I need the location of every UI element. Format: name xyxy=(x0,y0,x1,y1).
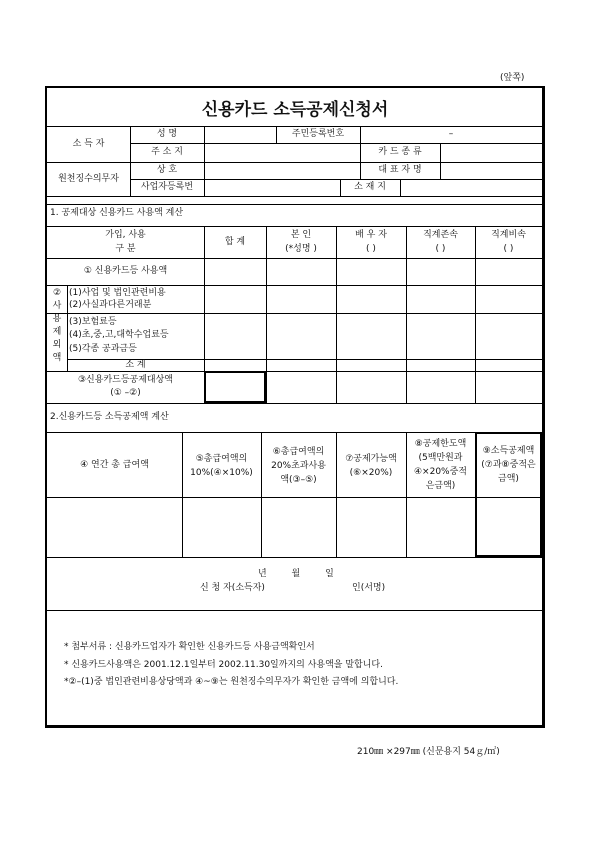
applicant-label: 신 청 자(소득자) xyxy=(200,583,265,593)
rrn-dash: – xyxy=(448,129,454,139)
bizno-label: 사업자등록번 xyxy=(140,182,194,192)
rule xyxy=(47,196,542,197)
rule xyxy=(440,143,441,162)
rule xyxy=(47,162,542,163)
rule xyxy=(130,143,542,144)
location-label: 소 재 지 xyxy=(354,182,386,192)
row-card-usage: ① 신용카드등 사용액 xyxy=(83,266,168,276)
excluded-side-1: ② xyxy=(52,288,62,298)
c7-line1: ⑦공제가능액 xyxy=(345,454,397,464)
withholder-label: 원천징수의무자 xyxy=(58,174,119,184)
page-side-label: (앞쪽) xyxy=(500,73,525,83)
col-ascendant-line1: 직계존속 xyxy=(423,230,458,240)
col-total: 합 계 xyxy=(224,237,246,247)
col-self-line1: 본 인 xyxy=(290,230,312,240)
c5-line2: 10%(④×10%) xyxy=(190,468,253,478)
rule xyxy=(440,162,441,179)
rule xyxy=(47,313,542,314)
earner-label: 소 득 자 xyxy=(72,139,105,149)
deduction-target-line2: (① –②) xyxy=(110,388,141,398)
rule xyxy=(47,432,542,433)
name-label: 성 명 xyxy=(156,129,178,139)
rule xyxy=(182,432,183,557)
rule xyxy=(47,371,542,372)
c8-line4: 은금액) xyxy=(425,481,456,491)
c6-line2: 20%초과사용 xyxy=(271,461,326,471)
excluded-side-3: 용 xyxy=(52,314,62,324)
rule xyxy=(204,126,205,196)
c8-line2: (5백만원과 xyxy=(418,453,463,463)
section1-title: 1. 공제대상 신용카드 사용액 계산 xyxy=(50,208,184,218)
col-type-line2: 구 분 xyxy=(115,244,136,254)
c9-line3: 금액) xyxy=(498,474,519,484)
rule xyxy=(67,285,68,371)
c8-line1: ⑧공제한도액 xyxy=(414,439,467,449)
excluded-side-4: 제 xyxy=(52,327,62,337)
rule xyxy=(47,285,542,286)
rule xyxy=(47,258,542,259)
c5-line1: ⑤총급여액의 xyxy=(195,454,248,464)
col-self-line2: (*성명 ) xyxy=(285,244,317,254)
c6-line1: ⑥총급여액의 xyxy=(272,447,325,457)
rule xyxy=(130,179,542,180)
paper-size-footer: 210㎜ ×297㎜ (신문용지 54ｇ/㎡) xyxy=(357,747,500,757)
c6-line3: 액(③–⑤) xyxy=(280,475,317,485)
c8-line3: ④×20%중적 xyxy=(413,467,467,477)
rule xyxy=(47,557,542,558)
c9-line1: ⑨소득공제액 xyxy=(482,446,535,456)
excluded-subtotal: 소 계 xyxy=(125,360,146,370)
rule xyxy=(336,432,337,557)
sign-date: 년 월 일 xyxy=(258,569,334,579)
rule xyxy=(47,403,542,404)
total-deduction-box xyxy=(204,371,266,403)
excluded-side-6: 액 xyxy=(52,353,62,363)
rep-label: 대 표 자 명 xyxy=(378,165,422,175)
rule xyxy=(400,179,401,196)
rule xyxy=(47,497,542,498)
col-descendant-line1: 직계비속 xyxy=(491,230,526,240)
seal-label: 인(서명) xyxy=(352,583,386,593)
rule xyxy=(47,610,542,611)
col-spouse-line1: 배 우 자 xyxy=(355,230,387,240)
rule xyxy=(47,226,542,227)
address-label: 주 소 지 xyxy=(151,147,183,157)
form-title: 신용카드 소득공제신청서 xyxy=(201,100,389,120)
rrn-label: 주민등록번호 xyxy=(291,129,345,139)
rule xyxy=(406,432,407,557)
rule xyxy=(47,204,542,205)
excluded-item-5: (5)각종 공과금등 xyxy=(69,344,137,354)
col-descendant-line2: ( ) xyxy=(503,244,514,254)
excluded-item-3: (3)보험료등 xyxy=(69,317,117,327)
col-ascendant-line2: ( ) xyxy=(435,244,446,254)
excluded-side-5: 외 xyxy=(52,340,62,350)
card-type-label: 카 드 종 류 xyxy=(378,147,422,157)
c9-line2: (⑦과⑧중적은 xyxy=(481,460,536,470)
annual-salary-header: ④ 연간 총 급여액 xyxy=(80,460,149,470)
excluded-side-2: 사 xyxy=(52,301,62,311)
deduction-target-line1: ③신용카드등공제대상액 xyxy=(77,375,173,385)
excluded-item-1: (1)사업 및 법인관련비용 xyxy=(69,288,166,298)
note-3: *②–(1)중 법인관련비용상당액과 ④~⑨는 원천징수의무자가 확인한 금액에 의합니다. xyxy=(64,677,399,687)
company-label: 상 호 xyxy=(156,165,178,175)
section2-title: 2.신용카드등 소득공제액 계산 xyxy=(50,412,169,422)
c7-line2: (⑥×20%) xyxy=(349,468,393,478)
rule xyxy=(47,126,542,127)
note-1: * 첨부서류 : 신용카드업자가 확인한 신용카드등 사용금액확인서 xyxy=(64,642,315,652)
note-2: * 신용카드사용액은 2001.12.1일부터 2002.11.30일까지의 사용액을 말합니다. xyxy=(64,660,383,670)
excluded-item-4: (4)초,중,고,대학수업료등 xyxy=(69,330,169,340)
col-type-line1: 가입, 사용 xyxy=(105,230,146,240)
excluded-item-2: (2)사실과다른거래분 xyxy=(69,300,152,310)
col-spouse-line2: ( ) xyxy=(366,244,376,254)
